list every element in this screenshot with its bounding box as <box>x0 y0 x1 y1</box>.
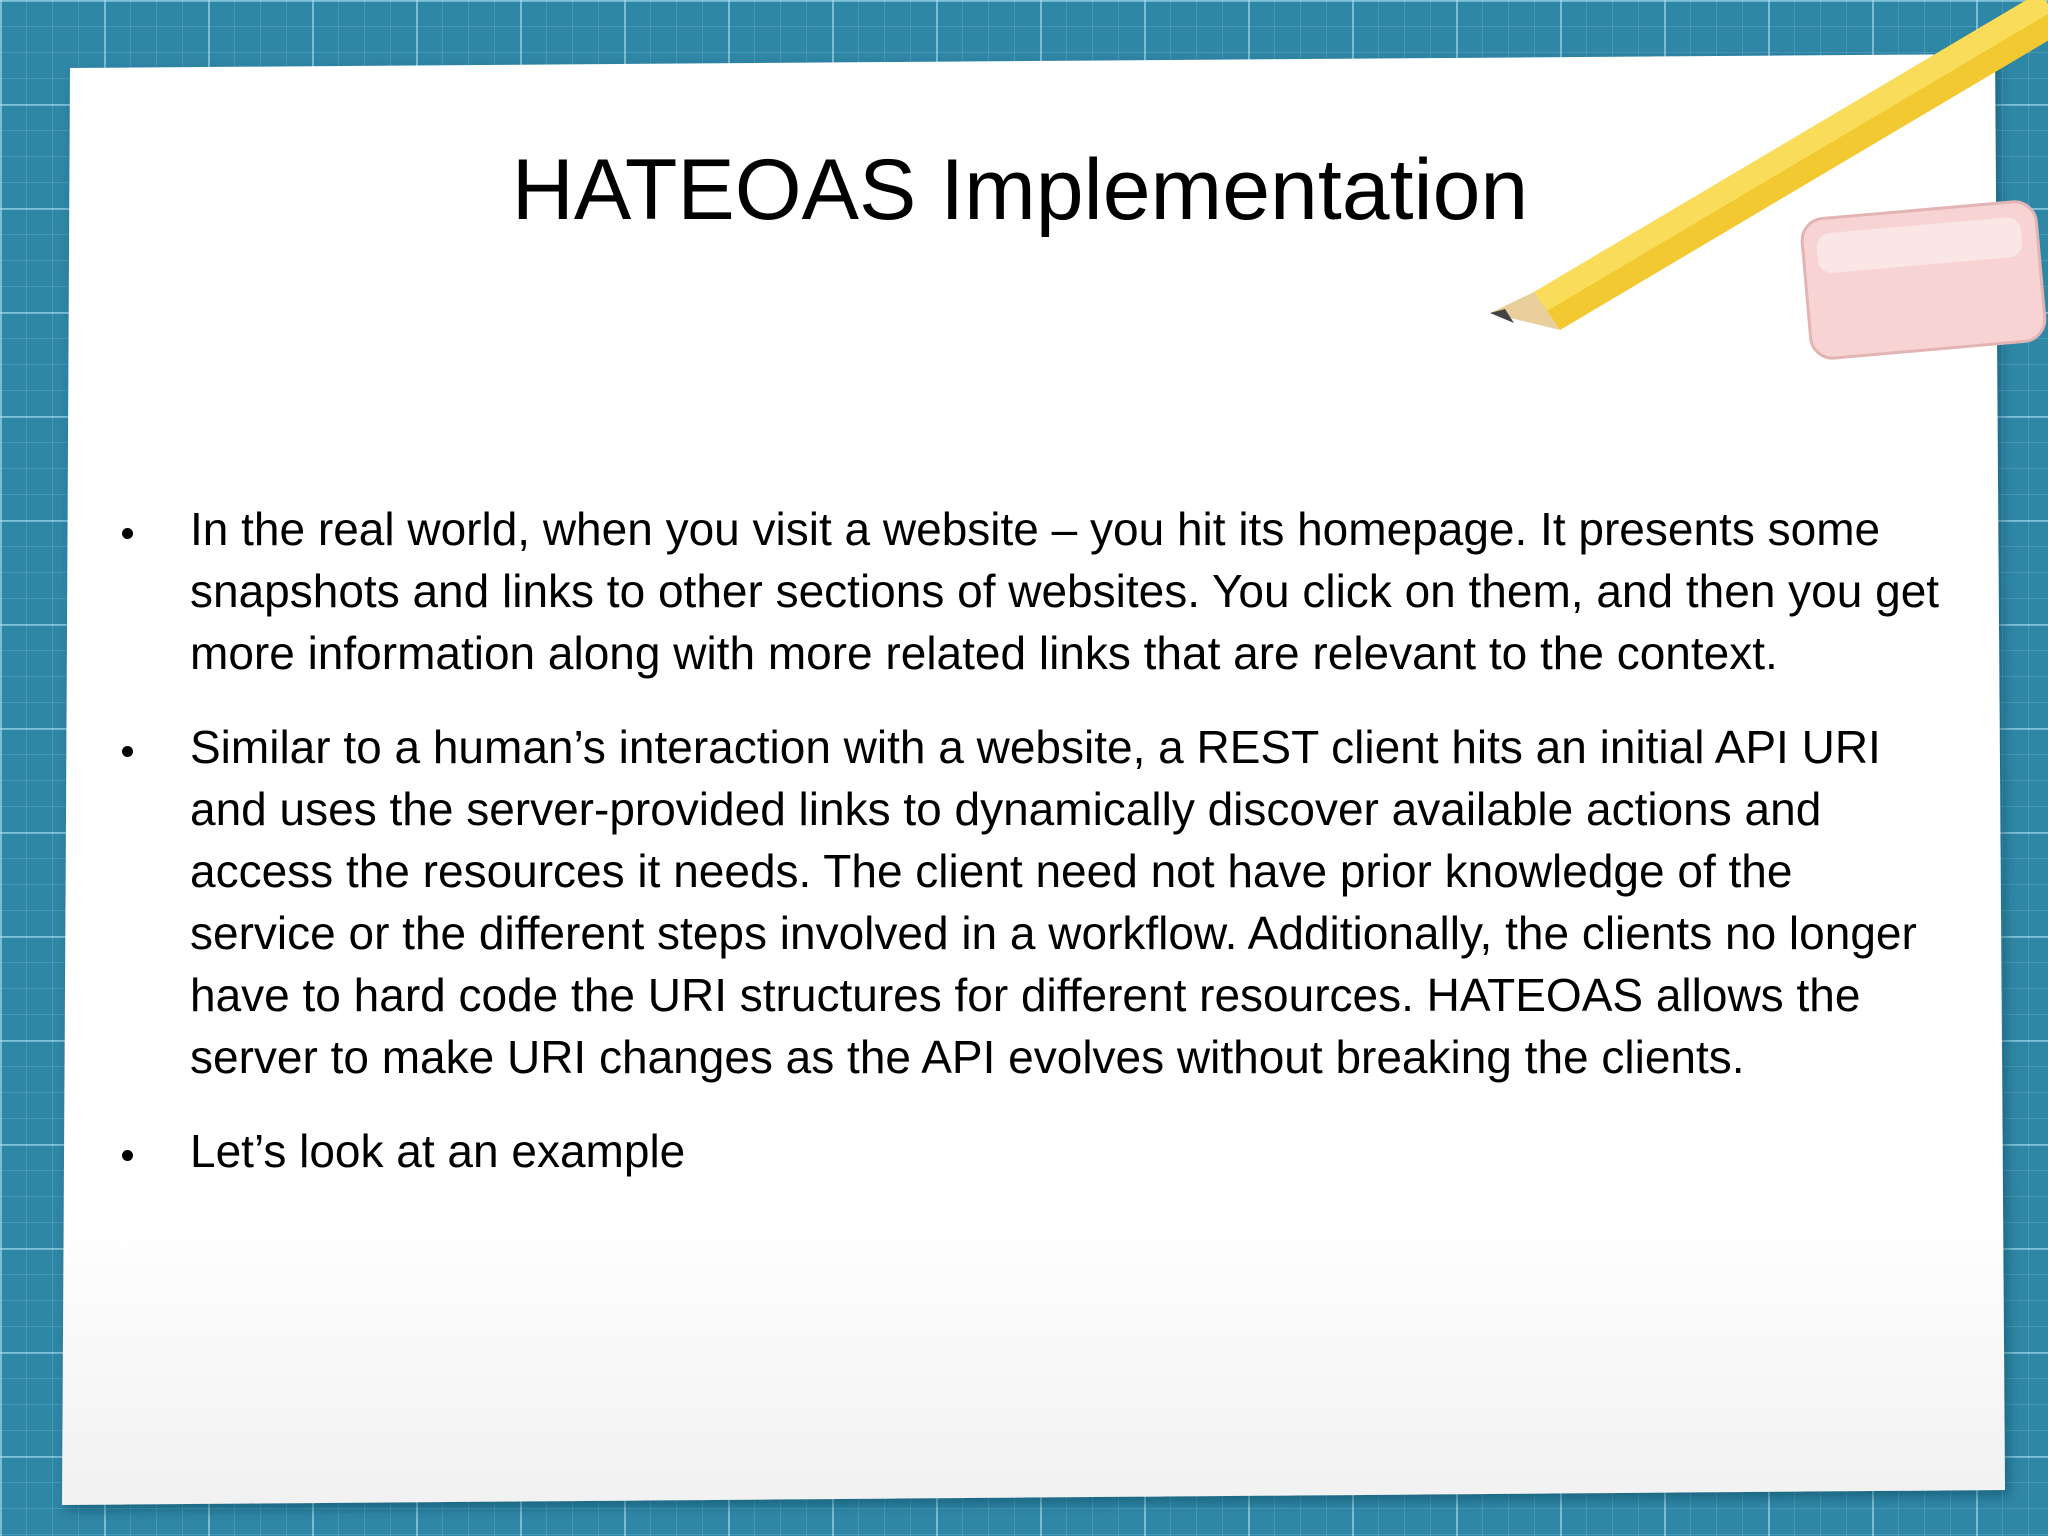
bullet-marker <box>122 1150 133 1161</box>
slide-title: HATEOAS Implementation <box>511 142 1529 238</box>
bullet-item <box>190 498 1950 684</box>
bullet-text: In the real world, when you visit a website – you hit its homepage. It presents some snapshots and links to other sections of websites. You click on them, and then you get more information along with more related links that are relevant to the context. <box>190 503 1940 679</box>
bullet-marker <box>122 746 133 757</box>
bullet-list <box>190 498 1950 1214</box>
bullet-item <box>190 716 1950 1088</box>
bullet-marker <box>122 528 133 539</box>
bullet-text: Let’s look at an example <box>190 1125 686 1177</box>
bullet-item <box>190 1120 1950 1182</box>
bullet-text: Similar to a human’s interaction with a website, a REST client hits an initial API URI and uses the server-provided links to dynamically discover available actions and access the resources it needs. The client need not have prior knowledge of the service or the different steps involved in a workflow. Additionally, the clients no longer have to hard code the URI structures for different resources. HATEOAS allows the server to make URI changes as the API evolves without breaking the clients. <box>190 721 1917 1083</box>
